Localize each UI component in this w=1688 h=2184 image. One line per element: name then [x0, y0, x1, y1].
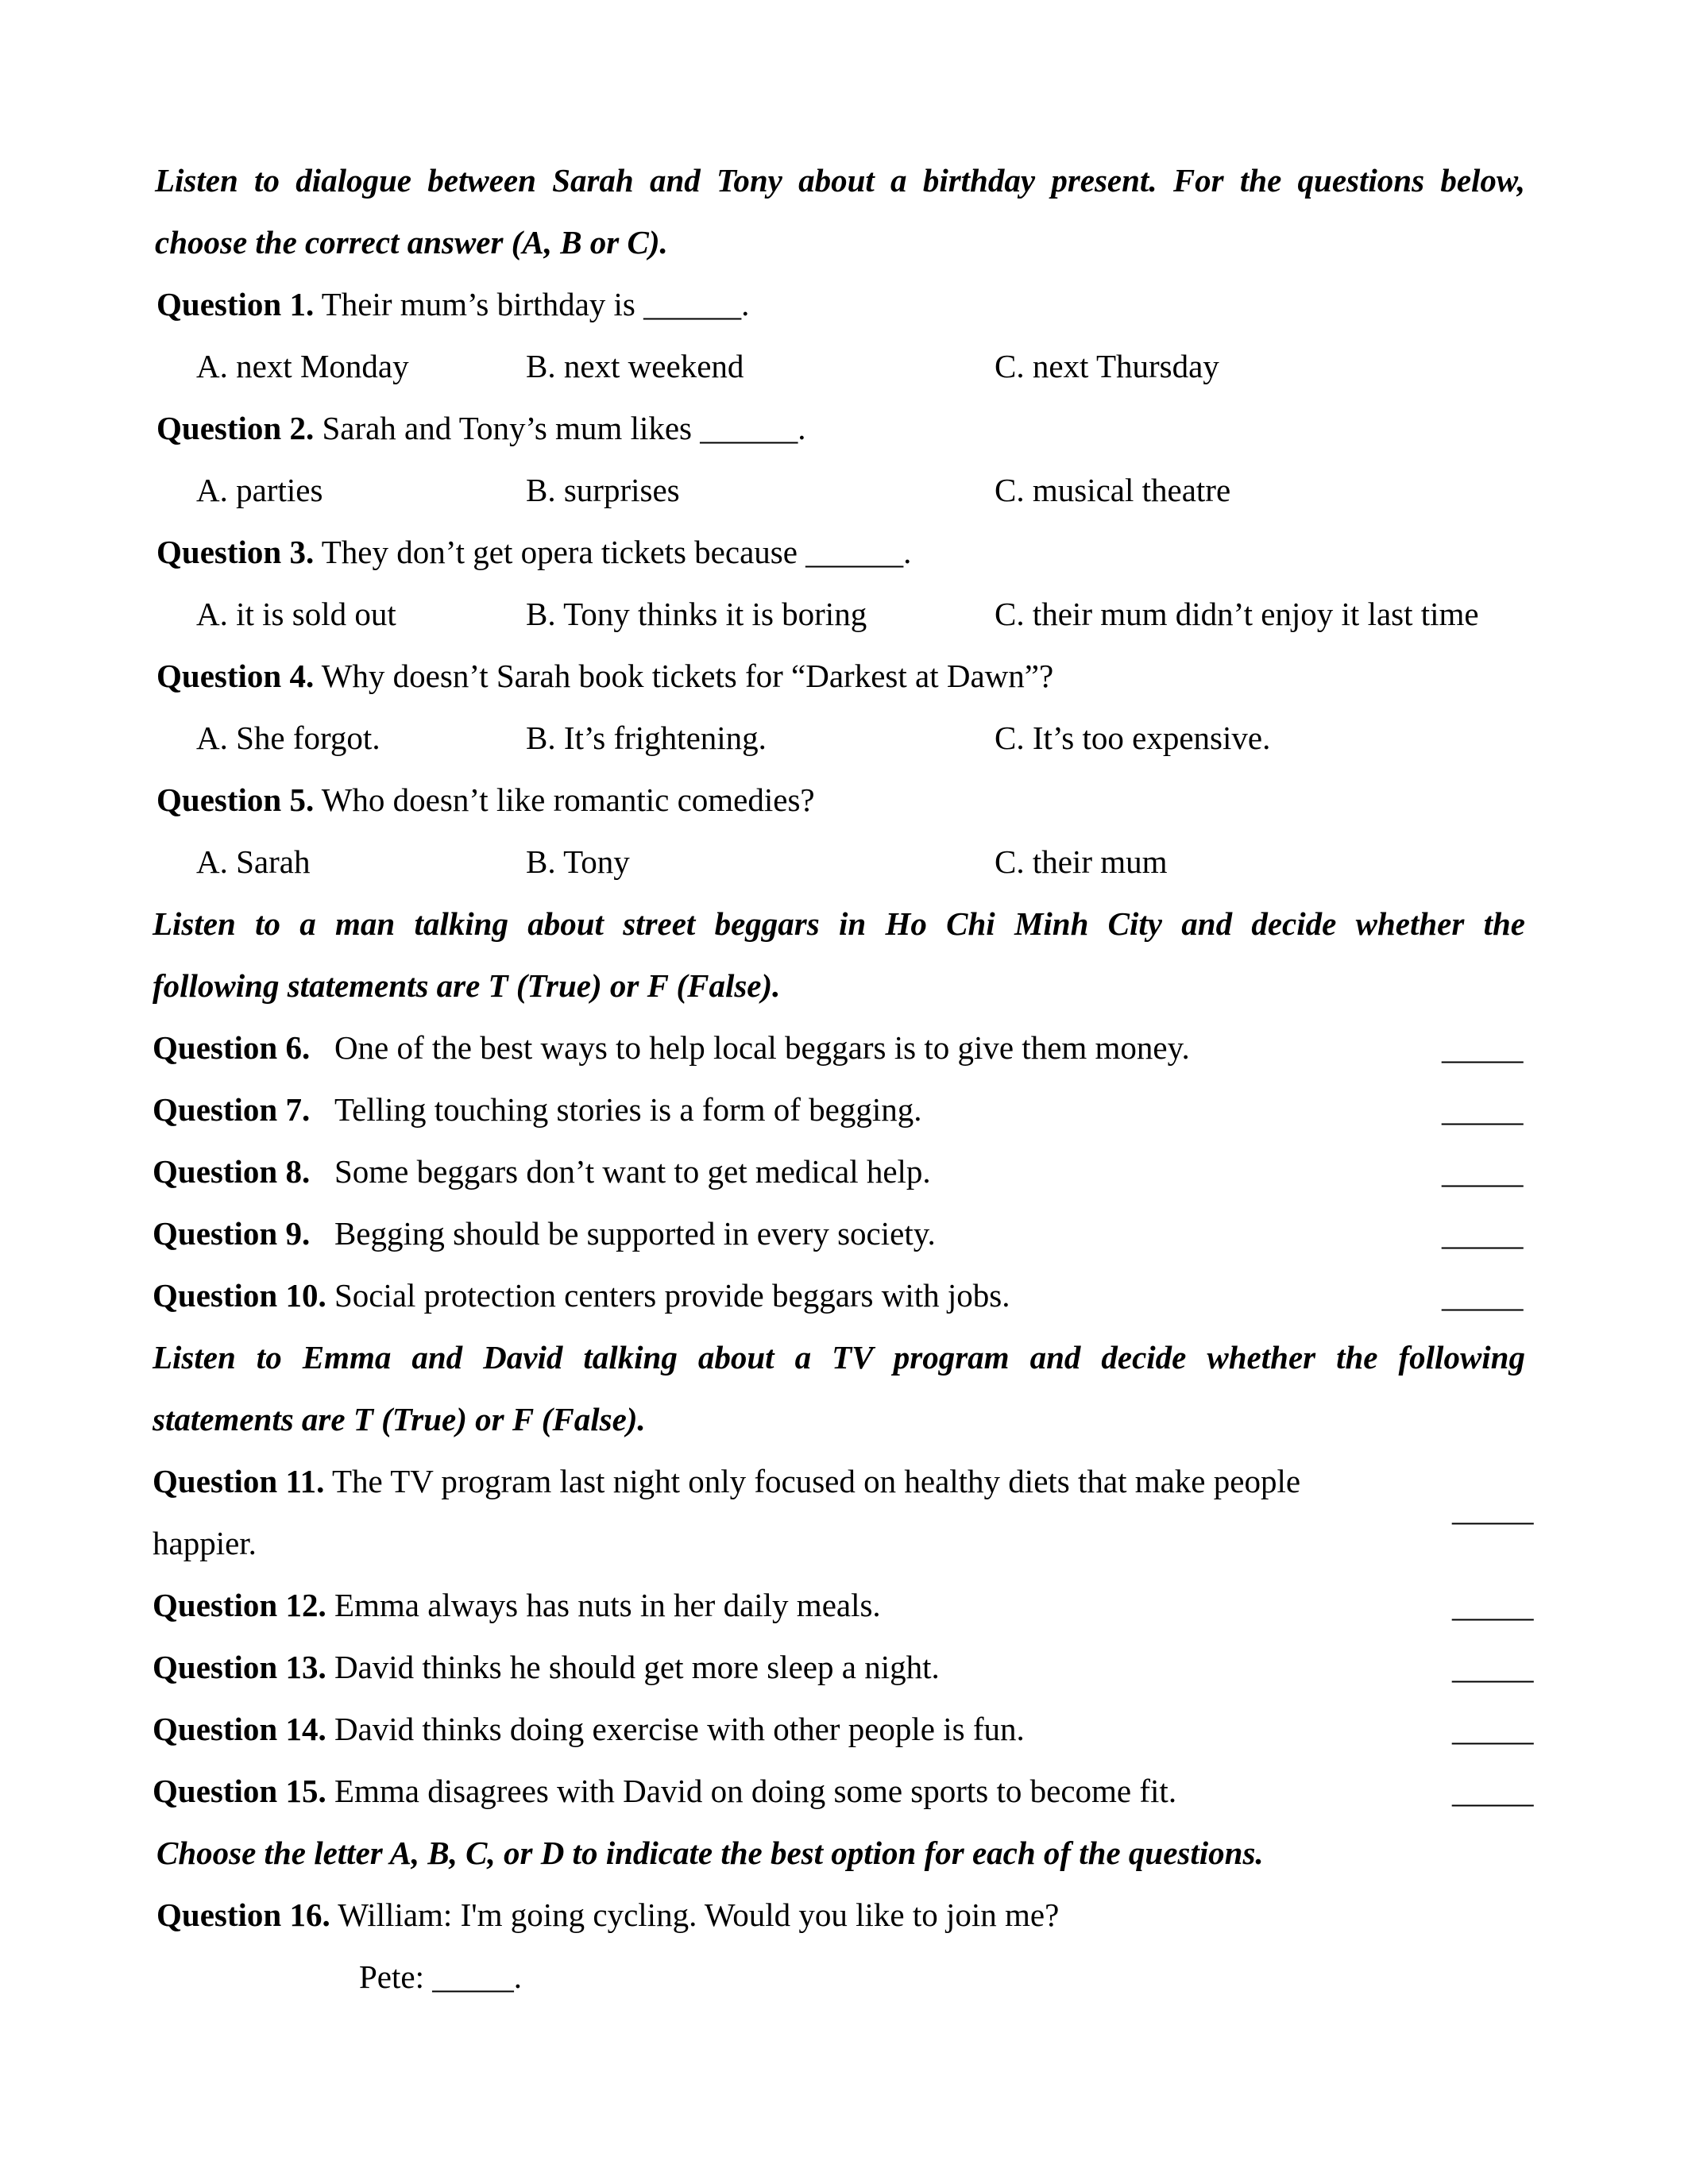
section3-instruction-line2: statements are T (True) or F (False). — [153, 1401, 646, 1437]
question-12 — [153, 1589, 881, 1622]
answer-blank[interactable]: _____ — [1452, 1711, 1534, 1747]
question-text: Why doesn’t Sarah book tickets for “Darkest at Dawn”? — [321, 658, 1054, 694]
answer-blank[interactable]: _____ — [1442, 1091, 1524, 1128]
question-label: Question 13. — [153, 1649, 326, 1685]
question-label: Question 12. — [153, 1587, 326, 1623]
question-text: They don’t get opera tickets because ______. — [321, 534, 912, 570]
option-b[interactable]: B. Tony — [526, 843, 630, 880]
question-11 — [153, 1465, 1300, 1498]
question-10 — [153, 1279, 1010, 1312]
question-text: Who doesn’t like romantic comedies? — [321, 781, 815, 818]
option-a[interactable]: A. next Monday — [196, 348, 409, 384]
question-8 — [153, 1153, 931, 1190]
question-label: Question 1. — [156, 286, 315, 322]
answer-blank[interactable]: _____ — [1442, 1215, 1524, 1252]
question-text: Emma always has nuts in her daily meals. — [334, 1587, 881, 1623]
answer-blank[interactable]: _____ — [1452, 1491, 1534, 1527]
option-a[interactable]: A. She forgot. — [196, 720, 380, 756]
section3-instruction-line1: Listen to Emma and David talking about a TV program and decide whether the following — [153, 1339, 1525, 1376]
question-label: Question 15. — [153, 1773, 326, 1809]
question-15 — [153, 1775, 1176, 1808]
question-3 — [156, 536, 911, 569]
section1-instruction-line2: choose the correct answer (A, B or C). — [155, 224, 668, 260]
option-c[interactable]: C. It’s too expensive. — [995, 720, 1271, 756]
question-label: Question 8. — [153, 1153, 311, 1190]
option-a[interactable]: A. parties — [196, 472, 323, 508]
question-label: Question 4. — [156, 658, 315, 694]
option-c[interactable]: C. their mum didn’t enjoy it last time — [995, 596, 1479, 632]
option-c[interactable]: C. next Thursday — [995, 348, 1219, 384]
question-text: Social protection centers provide beggars with jobs. — [334, 1277, 1010, 1314]
answer-blank[interactable]: _____ — [1442, 1153, 1524, 1190]
question-13 — [153, 1651, 940, 1684]
question-text: David thinks doing exercise with other people is fun. — [334, 1711, 1025, 1747]
question-9 — [153, 1217, 936, 1250]
question-4 — [156, 660, 1053, 693]
question-text: Sarah and Tony’s mum likes ______. — [322, 410, 806, 446]
question-11-continuation: happier. — [153, 1525, 257, 1561]
question-text: Begging should be supported in every society. — [334, 1215, 936, 1252]
question-label: Question 9. — [153, 1215, 311, 1252]
section2-instruction-line1: Listen to a man talking about street beggars in Ho Chi Minh City and decide whether the — [153, 905, 1525, 942]
answer-blank[interactable]: _____ — [1442, 1029, 1524, 1066]
question-7 — [153, 1091, 922, 1128]
question-16-reply: Pete: _____. — [359, 1958, 522, 1995]
question-text: The TV program last night only focused on healthy diets that make people — [331, 1463, 1301, 1499]
question-text: Emma disagrees with David on doing some sports to become fit. — [334, 1773, 1177, 1809]
answer-blank[interactable]: _____ — [1452, 1587, 1534, 1623]
question-label: Question 10. — [153, 1277, 326, 1314]
option-b[interactable]: B. next weekend — [526, 348, 744, 384]
question-label: Question 7. — [153, 1091, 311, 1128]
question-text: One of the best ways to help local beggars is to give them money. — [334, 1029, 1190, 1066]
option-b[interactable]: B. It’s frightening. — [526, 720, 767, 756]
question-6 — [153, 1029, 1190, 1066]
section4-instruction: Choose the letter A, B, C, or D to indicate the best option for each of the questions. — [156, 1835, 1264, 1871]
question-label: Question 14. — [153, 1711, 326, 1747]
question-text: Their mum’s birthday is ______. — [321, 286, 750, 322]
question-text: David thinks he should get more sleep a night. — [334, 1649, 940, 1685]
question-label: Question 2. — [156, 410, 315, 446]
question-label: Question 16. — [156, 1897, 330, 1933]
answer-blank[interactable]: _____ — [1452, 1649, 1534, 1685]
question-label: Question 6. — [153, 1029, 311, 1066]
question-1 — [156, 288, 749, 321]
option-b[interactable]: B. Tony thinks it is boring — [526, 596, 867, 632]
question-text: Some beggars don’t want to get medical help. — [334, 1153, 931, 1190]
section2-instruction-line2: following statements are T (True) or F (False). — [153, 967, 781, 1004]
question-text: William: I'm going cycling. Would you like to join me? — [338, 1897, 1060, 1933]
question-14 — [153, 1713, 1025, 1746]
option-c[interactable]: C. their mum — [995, 843, 1168, 880]
question-16 — [156, 1899, 1059, 1931]
question-label: Question 5. — [156, 781, 315, 818]
option-a[interactable]: A. Sarah — [196, 843, 311, 880]
question-label: Question 11. — [153, 1463, 325, 1499]
question-5 — [156, 781, 815, 818]
question-label: Question 3. — [156, 534, 315, 570]
option-c[interactable]: C. musical theatre — [995, 472, 1231, 508]
question-2 — [156, 412, 806, 445]
section1-instruction-line1: Listen to dialogue between Sarah and Tony about a birthday present. For the questions below, — [155, 162, 1525, 199]
answer-blank[interactable]: _____ — [1442, 1277, 1524, 1314]
question-text: Telling touching stories is a form of begging. — [334, 1091, 922, 1128]
option-b[interactable]: B. surprises — [526, 472, 680, 508]
option-a[interactable]: A. it is sold out — [196, 596, 396, 632]
answer-blank[interactable]: _____ — [1452, 1773, 1534, 1809]
